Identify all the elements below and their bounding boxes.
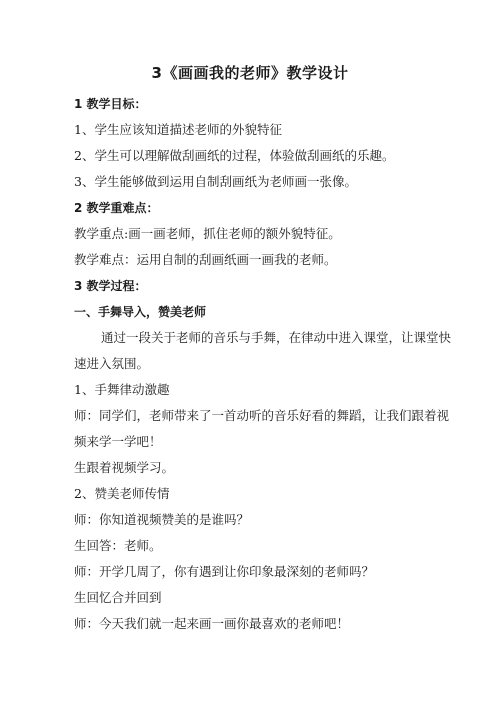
dialogue-a1: 生回答：老师。: [74, 538, 162, 553]
goal-item-1: 1、学生应该知道描述老师的外貌特征: [74, 122, 282, 137]
intro-paragraph-line2: 速进入氛围。: [74, 356, 150, 371]
step1-heading: 1、手舞律动激趣: [74, 382, 170, 397]
intro-paragraph-line1: 通过一段关于老师的音乐与手舞，在律动中进入课堂，让课堂快: [101, 330, 452, 345]
step1-teacher-line2: 频来学一学吧！: [74, 434, 162, 449]
section-heading-goals: 1 教学目标：: [74, 97, 147, 111]
key-point-text: 教学重点:画一画老师，抓住老师的额外貌特征。: [74, 226, 341, 241]
goal-item-3: 3、学生能够做到运用自制刮画纸为老师画一张像。: [74, 174, 357, 189]
difficulty-text: 教学难点：运用自制的刮画纸画一画我的老师。: [74, 252, 337, 267]
section-heading-process: 3 教学过程：: [74, 279, 147, 293]
step2-heading: 2、赞美老师传情: [74, 486, 170, 501]
dialogue-q2: 师：开学几周了，你有遇到让你印象最深刻的老师吗？: [74, 564, 375, 579]
goal-item-2: 2、学生可以理解做刮画纸的过程，体验做刮画纸的乐趣。: [74, 148, 395, 163]
step1-student: 生跟着视频学习。: [74, 460, 175, 475]
part1-heading: 一、手舞导入，赞美老师: [74, 305, 207, 319]
section-heading-keypoints: 2 教学重难点：: [74, 201, 159, 215]
step1-teacher-line1: 师：同学们，老师带来了一首动听的音乐好看的舞蹈，让我们跟着视: [74, 408, 450, 423]
dialogue-q1: 师：你知道视频赞美的是谁吗？: [74, 512, 250, 527]
dialogue-q3: 师：今天我们就一起来画一画你最喜欢的老师吧！: [74, 616, 350, 631]
document-title: 3《画画我的老师》教学设计: [151, 64, 349, 82]
dialogue-a2: 生回忆合并回到: [74, 590, 162, 605]
